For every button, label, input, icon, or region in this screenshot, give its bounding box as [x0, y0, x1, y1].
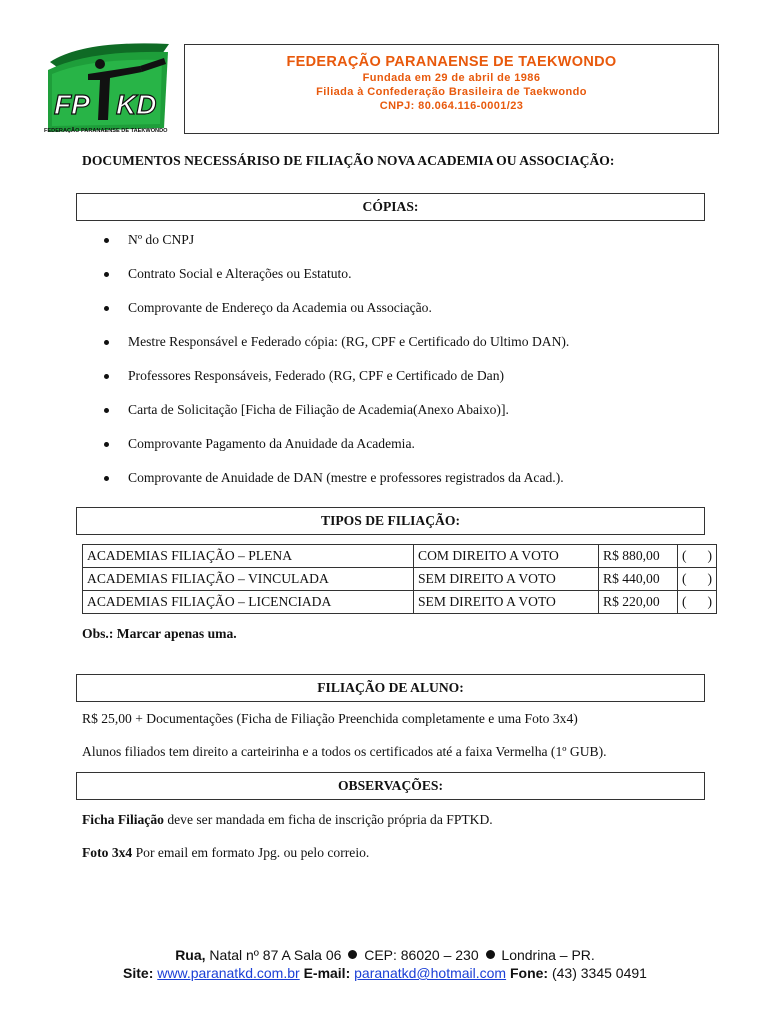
list-item: Mestre Responsável e Federado cópia: (RG, CPF e Certificado do Ultimo DAN).	[104, 332, 569, 366]
logo-caption: FEDERAÇÃO PARANAENSE DE TAEKWONDO	[44, 128, 168, 134]
observacoes-heading: OBSERVAÇÕES:	[76, 772, 705, 800]
list-item: Nº do CNPJ	[104, 230, 569, 264]
bullet-icon	[104, 476, 109, 481]
list-item: Comprovante de Endereço da Academia ou Associação.	[104, 298, 569, 332]
affiliation-type: ACADEMIAS FILIAÇÃO – VINCULADA	[83, 568, 414, 591]
list-item: Carta de Solicitação [Ficha de Filiação de Academia(Anexo Abaixo)].	[104, 400, 569, 434]
bullet-icon	[486, 950, 495, 959]
aluno-fee-line: R$ 25,00 + Documentações (Ficha de Filiação Preenchida completamente e uma Foto 3x4)	[82, 711, 578, 726]
bullet-icon	[104, 442, 109, 447]
bullet-icon	[104, 306, 109, 311]
selection-checkbox[interactable]: ( )	[678, 568, 717, 591]
table-row	[83, 568, 717, 591]
selection-checkbox[interactable]: ( )	[678, 591, 717, 614]
voting-right: COM DIREITO A VOTO	[414, 545, 599, 568]
price: R$ 220,00	[599, 591, 678, 614]
cnpj-line: CNPJ: 80.064.116-0001/23	[379, 100, 524, 112]
copias-list	[104, 230, 569, 502]
footer-contact: Site: www.paranatkd.com.br E-mail: paranatkd@hotmail.com Fone: (43) 3345 0491	[123, 965, 647, 981]
affiliation-type: ACADEMIAS FILIAÇÃO – PLENA	[83, 545, 414, 568]
logo-text-kd: KD	[116, 89, 157, 120]
email-link[interactable]: paranatkd@hotmail.com	[354, 965, 507, 981]
federation-title: FEDERAÇÃO PARANAENSE DE TAEKWONDO	[286, 54, 617, 70]
footer-address: Rua, Natal nº 87 A Sala 06 CEP: 86020 – 230 Londrina – PR.	[175, 947, 595, 963]
table-row	[83, 591, 717, 614]
list-item: Comprovante de Anuidade de DAN (mestre e professores registrados da Acad.).	[104, 468, 569, 502]
table-row	[83, 545, 717, 568]
bullet-icon	[348, 950, 357, 959]
phone-number: (43) 3345 0491	[548, 965, 647, 981]
fees-table	[82, 544, 717, 614]
selection-checkbox[interactable]: ( )	[678, 545, 717, 568]
bullet-icon	[104, 340, 109, 345]
price: R$ 880,00	[599, 545, 678, 568]
list-item: Professores Responsáveis, Federado (RG, CPF e Certificado de Dan)	[104, 366, 569, 400]
website-link[interactable]: www.paranatkd.com.br	[157, 965, 300, 981]
ficha-note: Ficha Filiação deve ser mandada em ficha de inscrição própria da FPTKD.	[82, 812, 493, 827]
logo-text-fp: FP	[54, 89, 90, 120]
obs-note: Obs.: Marcar apenas uma.	[82, 626, 237, 641]
list-item: Comprovante Pagamento da Anuidade da Academia.	[104, 434, 569, 468]
voting-right: SEM DIREITO A VOTO	[414, 591, 599, 614]
foto-note: Foto 3x4 Por email em formato Jpg. ou pelo correio.	[82, 845, 370, 860]
copias-heading: CÓPIAS:	[76, 193, 705, 221]
voting-right: SEM DIREITO A VOTO	[414, 568, 599, 591]
price: R$ 440,00	[599, 568, 678, 591]
bullet-icon	[104, 374, 109, 379]
letterhead-box	[184, 44, 719, 134]
document-title: DOCUMENTOS NECESSÁRISO DE FILIAÇÃO NOVA ACADEMIA OU ASSOCIAÇÃO:	[82, 153, 615, 168]
affiliation-type: ACADEMIAS FILIAÇÃO – LICENCIADA	[83, 591, 414, 614]
list-item: Contrato Social e Alterações ou Estatuto.	[104, 264, 569, 298]
tipos-heading: TIPOS DE FILIAÇÃO:	[76, 507, 705, 535]
aluno-rights-line: Alunos filiados tem direito a carteirinha e a todos os certificados até a faixa Vermelha (1º GUB).	[82, 744, 607, 759]
bullet-icon	[104, 272, 109, 277]
affiliation-line: Filiada à Confederação Brasileira de Taekwondo	[316, 86, 587, 98]
aluno-heading: FILIAÇÃO DE ALUNO:	[76, 674, 705, 702]
fptkd-logo	[44, 40, 174, 140]
bullet-icon	[104, 408, 109, 413]
founded-line: Fundada em 29 de abril de 1986	[362, 72, 541, 84]
bullet-icon	[104, 238, 109, 243]
